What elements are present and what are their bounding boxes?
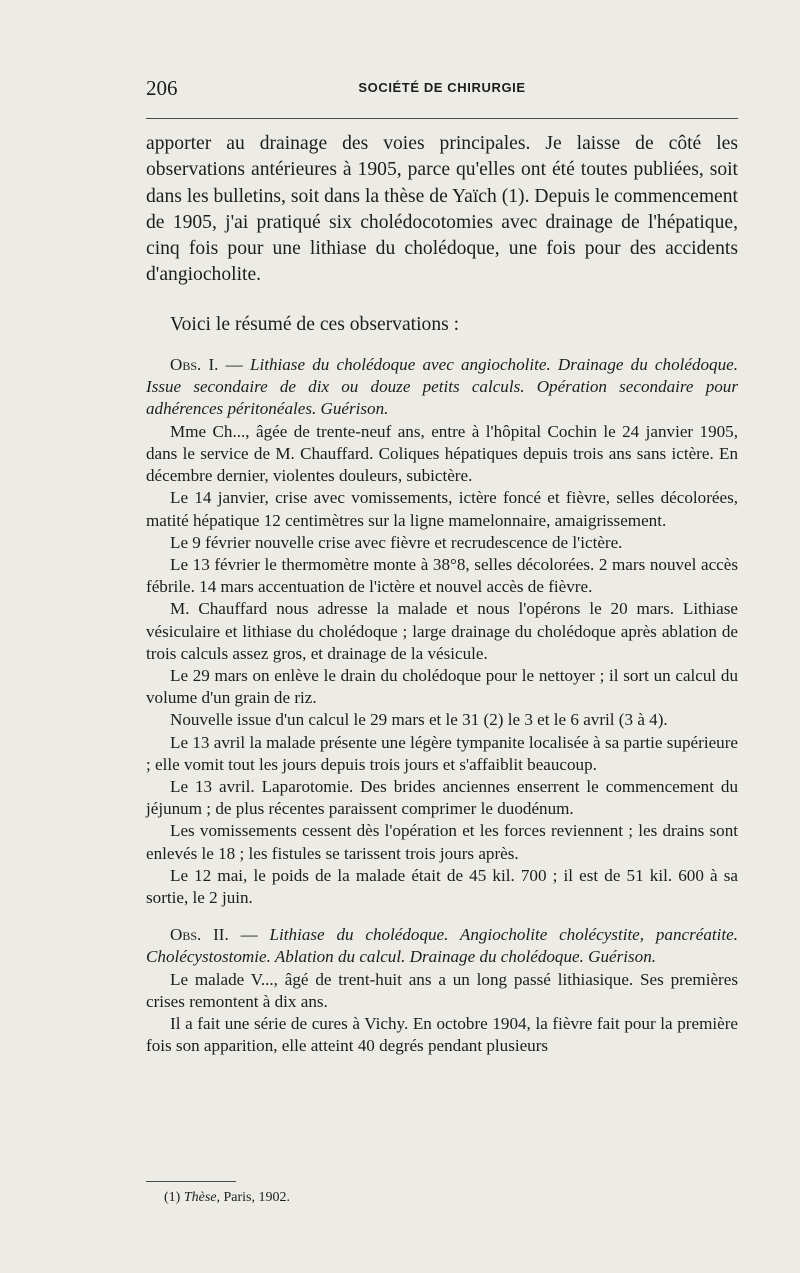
- obs1-paragraph: Mme Ch..., âgée de trente-neuf ans, entre à l'hôpital Cochin le 24 janvier 1905, dans le service de M. Chauffard. Coliques hépatiques depuis trois ans sans ictère. En décembre dernier, violentes douleurs, subictère.: [146, 421, 738, 486]
- header-rule: [146, 118, 738, 119]
- obs1-paragraph: Le 29 mars on enlève le drain du cholédoque pour le nettoyer ; il sort un calcul du volume d'un grain de riz.: [146, 665, 738, 708]
- footnote-marker: (1): [164, 1190, 181, 1205]
- obs1-paragraph: Le 14 janvier, crise avec vomissements, ictère foncé et fièvre, selles décolorées, matité hépatique 12 centimètres sur la ligne mamelonnaire, amaigrissement.: [146, 488, 738, 530]
- page-header: [146, 76, 738, 100]
- footnote: [164, 1190, 290, 1206]
- intro-paragraph: apporter au drainage des voies principales. Je laisse de côté les observations antérieures à 1905, parce qu'elles ont été toutes publiées, soit dans les bulletins, soit dans la thèse de Yaïch (1). Depuis le commencement de 1905, j'ai pratiqué six cholédocotomies avec drainage de l'hépatique, cinq fois pour une lithiase du cholédoque, une fois pour des accidents d'angiocholite.: [146, 133, 738, 286]
- obs1-paragraph: Le 13 février le thermomètre monte à 38°8, selles décolorées. 2 mars nouvel accès fébrile. 14 mars accentuation de l'ictère et nouvel accès de fièvre.: [146, 554, 738, 597]
- obs2-label: Obs. II. —: [170, 925, 258, 945]
- obs1-paragraph: Le 12 mai, le poids de la malade était de 45 kil. 700 ; il est de 51 kil. 600 à sa sortie, le 2 juin.: [146, 865, 738, 907]
- obs1-paragraph: Le 13 avril. Laparotomie. Des brides anciennes enserrent le commencement du jéjunum ; de plus récentes paraissent comprimer le duodénum.: [146, 776, 738, 819]
- footnote-rule: [146, 1181, 236, 1182]
- obs1-paragraph: M. Chauffard nous adresse la malade et nous l'opérons le 20 mars. Lithiase vésiculaire et lithiase du cholédoque ; large drainage du cholédoque après ablation de trois calculs assez gros, et drainage de la vésicule.: [146, 599, 738, 663]
- page-number: 206: [146, 76, 178, 100]
- summary-line: Voici le résumé de ces observations :: [170, 313, 460, 335]
- obs2-paragraph: Le malade V..., âgé de trent-huit ans a un long passé lithiasique. Ses premières crises remontent à dix ans.: [146, 969, 738, 1011]
- obs2-paragraph: Il a fait une série de cures à Vichy. En octobre 1904, la fièvre fait pour la première fois son apparition, elle atteint 40 degrés pendant plusieurs: [146, 1013, 738, 1056]
- obs2-heading: [146, 924, 738, 968]
- obs1-title: Lithiase du cholédoque avec angiocholite. Drainage du cholédoque. Issue secondaire de dix ou douze petits calculs. Opération secondaire pour adhérences péritonéales. Guérison.: [146, 355, 738, 419]
- obs2-title: Lithiase du cholédoque. Angiocholite cholécystite, pancréatite. Cholécystostomie. Ablation du calcul. Drainage du cholédoque. Guérison.: [146, 925, 738, 967]
- obs1-paragraph: Nouvelle issue d'un calcul le 29 mars et le 31 (2) le 3 et le 6 avril (3 à 4).: [170, 710, 668, 730]
- obs1-paragraph: Les vomissements cessent dès l'opération et les forces reviennent ; les drains sont enlevés le 18 ; les fistules se tarissent trois jours après.: [146, 821, 738, 863]
- footnote-title: Thèse,: [183, 1190, 220, 1205]
- body-text: [146, 131, 738, 1057]
- running-title: SOCIÉTÉ DE CHIRURGIE: [358, 80, 526, 95]
- obs1-label: Obs. I. —: [170, 355, 243, 375]
- obs1-paragraph: Le 9 février nouvelle crise avec fièvre et recrudescence de l'ictère.: [170, 532, 623, 552]
- obs1-heading: [146, 354, 738, 421]
- footnote-rest: Paris, 1902.: [223, 1190, 290, 1205]
- obs1-paragraph: Le 13 avril la malade présente une légère tympanite localisée à sa partie supérieure ; elle vomit tout les jours depuis trois jours et s'affaiblit beaucoup.: [146, 732, 738, 774]
